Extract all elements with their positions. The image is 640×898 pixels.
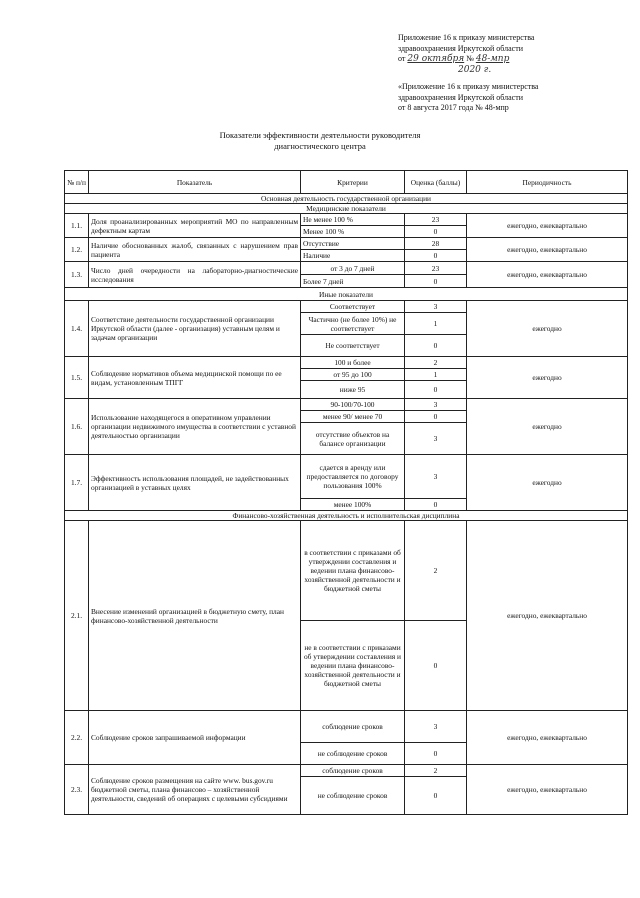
- criterion: Не менее 100 %: [301, 214, 405, 226]
- section-row: Финансово-хозяйственная деятельность и исполнительская дисциплина: [65, 511, 628, 521]
- row-number: 1.7.: [65, 455, 89, 511]
- table-row: [65, 521, 628, 621]
- score: 1: [405, 369, 467, 381]
- table-header-row: [65, 171, 628, 194]
- periodicity: ежегодно: [467, 399, 628, 455]
- criterion: менее 90/ менее 70: [301, 411, 405, 423]
- score: 0: [405, 499, 467, 511]
- header-line-4: 2020 г.: [458, 64, 492, 75]
- indicator-text: Внесение изменений организацией в бюджетную смету, план финансово-хозяйственной деятельности: [89, 521, 301, 711]
- row-number: 2.3.: [65, 765, 89, 815]
- document-title: [0, 130, 640, 152]
- table-row: [65, 455, 628, 499]
- indicator-text: Наличие обоснованных жалоб, связанных с нарушением прав пациента: [89, 238, 301, 262]
- header-criteria: Критерии: [301, 171, 405, 194]
- indicator-text: Соблюдение сроков размещения на сайте www. bus.gov.ru бюджетной сметы, плана финансово – хозяйственной деятельности, сведений об операциях с целевыми субсидиями: [89, 765, 301, 815]
- criterion: соблюдение сроков: [301, 711, 405, 743]
- criterion: не в соответствии с приказами об утверждении составления и ведении плана финансово-хозяйственной деятельности и бюджетной сметы: [301, 621, 405, 711]
- title-line-2: диагностического центра: [274, 141, 366, 151]
- row-number: 2.1.: [65, 521, 89, 711]
- periodicity: ежегодно: [467, 357, 628, 399]
- criterion: 100 и более: [301, 357, 405, 369]
- quoted-line-2: здравоохранения Иркутской области: [398, 92, 523, 102]
- score: 0: [405, 411, 467, 423]
- periodicity: ежегодно, ежеквартально: [467, 711, 628, 765]
- table-row: [65, 214, 628, 226]
- row-number: 1.2.: [65, 238, 89, 262]
- criterion: Наличие: [301, 250, 405, 262]
- score: 23: [405, 214, 467, 226]
- score: 3: [405, 399, 467, 411]
- criterion: Частично (не более 10%) не соответствует: [301, 313, 405, 335]
- row-number: 1.1.: [65, 214, 89, 238]
- score: 0: [405, 250, 467, 262]
- periodicity: ежегодно, ежеквартально: [467, 214, 628, 238]
- table-row: [65, 238, 628, 250]
- criterion: Менее 100 %: [301, 226, 405, 238]
- indicator-text: Доля проанализированных мероприятий МО по направленным дефектным картам: [89, 214, 301, 238]
- criterion: не соблюдение сроков: [301, 743, 405, 765]
- quoted-line-3: от 8 августа 2017 года № 48-мпр: [398, 103, 509, 112]
- quoted-line-1: «Приложение 16 к приказу министерства: [398, 82, 539, 91]
- score: 28: [405, 238, 467, 250]
- indicator-text: Соблюдение сроков запрашиваемой информации: [89, 711, 301, 765]
- indicators-table: [64, 170, 628, 815]
- score: 3: [405, 711, 467, 743]
- row-number: 1.3.: [65, 262, 89, 288]
- criterion: Соответствует: [301, 301, 405, 313]
- score: 0: [405, 777, 467, 815]
- table-row: [65, 711, 628, 743]
- subsection-row: Иные показатели: [65, 288, 628, 301]
- table-row: [65, 765, 628, 777]
- criterion: соблюдение сроков: [301, 765, 405, 777]
- title-line-1: Показатели эффективности деятельности руководителя: [219, 130, 421, 140]
- indicator-text: Соблюдение нормативов объема медицинской помощи по ее видам, установленным ТПГГ: [89, 357, 301, 399]
- score: 0: [405, 275, 467, 288]
- criterion: 90-100/70-100: [301, 399, 405, 411]
- section-row: Основная деятельность государственной организации: [65, 194, 628, 204]
- periodicity: ежегодно, ежеквартально: [467, 521, 628, 711]
- table-row: [65, 399, 628, 411]
- score: 0: [405, 743, 467, 765]
- criterion: от 3 до 7 дней: [301, 262, 405, 275]
- periodicity: ежегодно: [467, 301, 628, 357]
- criterion: от 95 до 100: [301, 369, 405, 381]
- table-row: [65, 301, 628, 313]
- periodicity: ежегодно, ежеквартально: [467, 238, 628, 262]
- periodicity: ежегодно, ежеквартально: [467, 262, 628, 288]
- criterion: ниже 95: [301, 381, 405, 399]
- score: 23: [405, 262, 467, 275]
- header-num: № п/п: [65, 171, 89, 194]
- score: 3: [405, 455, 467, 499]
- score: 0: [405, 621, 467, 711]
- row-number: 2.2.: [65, 711, 89, 765]
- row-number: 1.5.: [65, 357, 89, 399]
- score: 3: [405, 301, 467, 313]
- criterion: менее 100%: [301, 499, 405, 511]
- criterion: не соблюдение сроков: [301, 777, 405, 815]
- order-header: [398, 33, 630, 75]
- header-line-1: Приложение 16 к приказу министерства: [398, 33, 535, 42]
- indicator-text: Эффективность использования площадей, не задействованных организацией в уставных целях: [89, 455, 301, 511]
- criterion: Не соответствует: [301, 335, 405, 357]
- header-score: Оценка (баллы): [405, 171, 467, 194]
- score: 0: [405, 381, 467, 399]
- score: 0: [405, 335, 467, 357]
- indicator-text: Число дней очередности на лабораторно-диагностические исследования: [89, 262, 301, 288]
- row-number: 1.4.: [65, 301, 89, 357]
- indicator-text: Соответствие деятельности государственной организации Иркутской области (далее - организация) уставным целям и задачам организации: [89, 301, 301, 357]
- criterion: в соответствии с приказами об утверждении составления и ведении плана финансово-хозяйственной деятельности и бюджетной сметы: [301, 521, 405, 621]
- criterion: Более 7 дней: [301, 275, 405, 288]
- criterion: отсутствие объектов на балансе организации: [301, 423, 405, 455]
- header-line-3: от 29 октября № 48-мпр: [398, 54, 510, 64]
- table-row: [65, 262, 628, 275]
- header-indicator: Показатель: [89, 171, 301, 194]
- handwritten-date: 29 октября: [407, 54, 465, 64]
- score: 3: [405, 423, 467, 455]
- subsection-row: Медицинские показатели: [65, 204, 628, 214]
- criterion: сдается в аренду или предоставляется по договору пользования 100%: [301, 455, 405, 499]
- periodicity: ежегодно, ежеквартально: [467, 765, 628, 815]
- table-row: [65, 357, 628, 369]
- score: 2: [405, 765, 467, 777]
- indicator-text: Использование находящегося в оперативном управлении организации недвижимого имущества в соответствии с уставной деятельностью организации: [89, 399, 301, 455]
- score: 0: [405, 226, 467, 238]
- score: 2: [405, 357, 467, 369]
- score: 1: [405, 313, 467, 335]
- periodicity: ежегодно: [467, 455, 628, 511]
- handwritten-number: 48-мпр: [475, 54, 510, 64]
- row-number: 1.6.: [65, 399, 89, 455]
- header-line-2: здравоохранения Иркутской области: [398, 43, 523, 53]
- criterion: Отсутствие: [301, 238, 405, 250]
- header-period: Периодичность: [467, 171, 628, 194]
- score: 2: [405, 521, 467, 621]
- quoted-header: [398, 82, 630, 114]
